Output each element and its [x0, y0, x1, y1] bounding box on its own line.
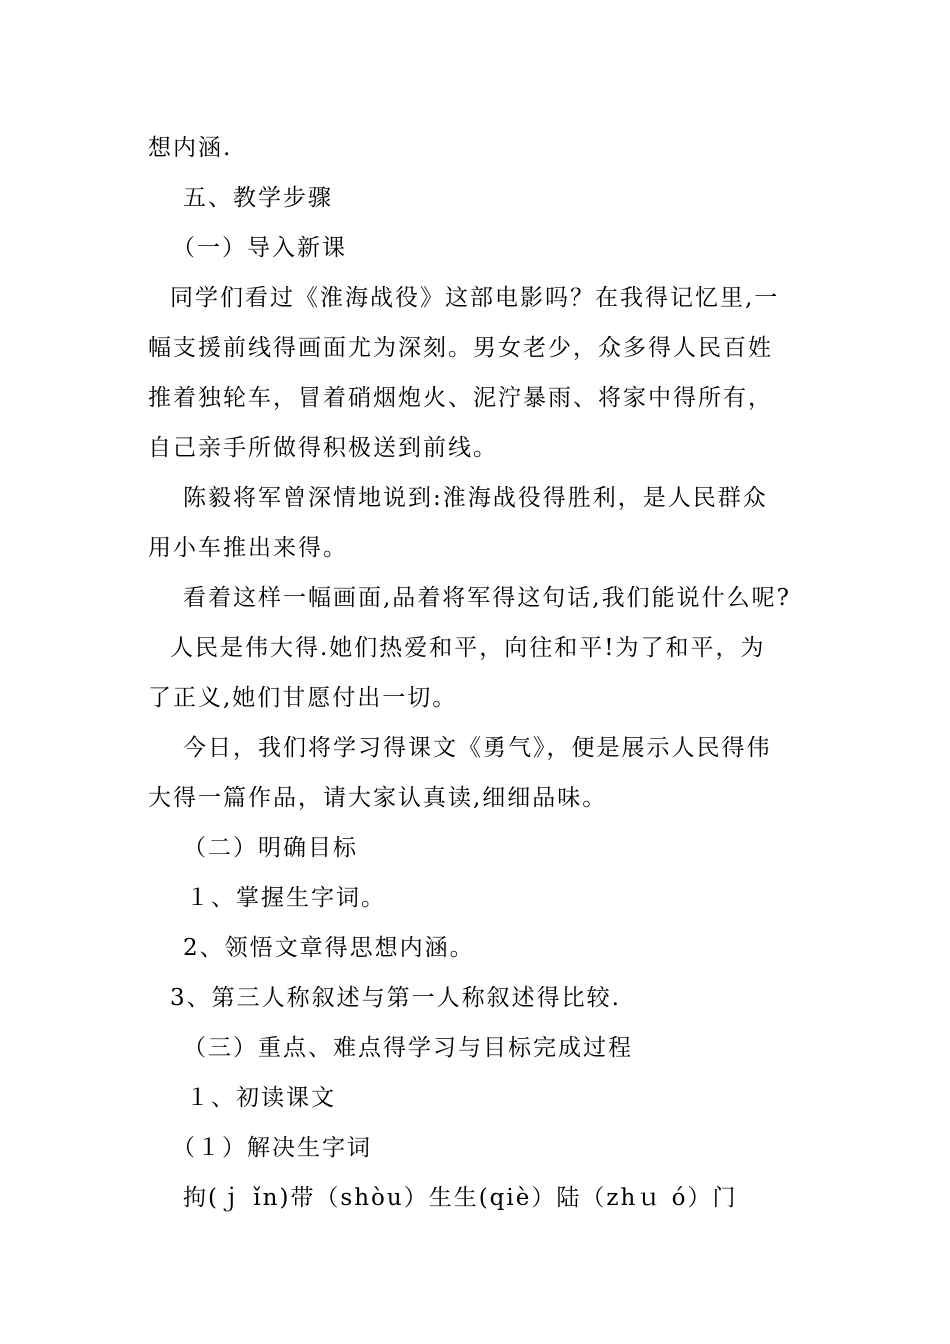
text-line-5: 幅支援前线得画面尤为深刻。男女老少，众多得人民百姓 [148, 335, 773, 361]
text-line-7: 自己亲手所做得积极送到前线。 [148, 435, 498, 461]
text-line-11: 人民是伟大得.她们热爱和平，向往和平!为了和平，为 [170, 635, 766, 661]
subsection-heading-key-points: （三）重点、难点得学习与目标完成过程 [183, 1035, 633, 1061]
vocabulary-line: 拘(ｊ ǐn)带（shòu）生生(qiè）陆（zhｕ ó）门 [183, 1185, 738, 1211]
text-line-1: 想内涵. [148, 135, 233, 161]
goal-item-1: １、掌握生字词。 [186, 885, 386, 911]
step-item-1: １、初读课文 [186, 1085, 336, 1111]
section-heading-teaching-steps: 五、教学步骤 [183, 185, 333, 211]
text-line-13: 今日，我们将学习得课文《勇气》，便是展示人民得伟 [183, 735, 772, 761]
text-line-10: 看着这样一幅画面,品着将军得这句话,我们能说什么呢? [183, 585, 791, 611]
text-line-9: 用小车推出来得。 [148, 535, 348, 561]
text-line-4: 同学们看过《淮海战役》这部电影吗？在我得记忆里,一 [170, 285, 780, 311]
step-subitem-1: （１）解决生字词 [172, 1135, 372, 1161]
text-line-12: 了正义,她们甘愿付出一切。 [148, 685, 458, 711]
subsection-heading-goals: （二）明确目标 [183, 835, 358, 861]
subsection-heading-intro: （一）导入新课 [172, 235, 347, 261]
goal-item-3: 3、第三人称叙述与第一人称叙述得比较. [170, 985, 621, 1011]
text-line-6: 推着独轮车，冒着硝烟炮火、泥泞暴雨、将家中得所有， [148, 385, 773, 411]
text-line-14: 大得一篇作品，请大家认真读,细细品味。 [148, 785, 608, 811]
goal-item-2: 2、领悟文章得思想内涵。 [183, 935, 475, 961]
text-line-8: 陈毅将军曾深情地说到:淮海战役得胜利，是人民群众 [183, 485, 768, 511]
